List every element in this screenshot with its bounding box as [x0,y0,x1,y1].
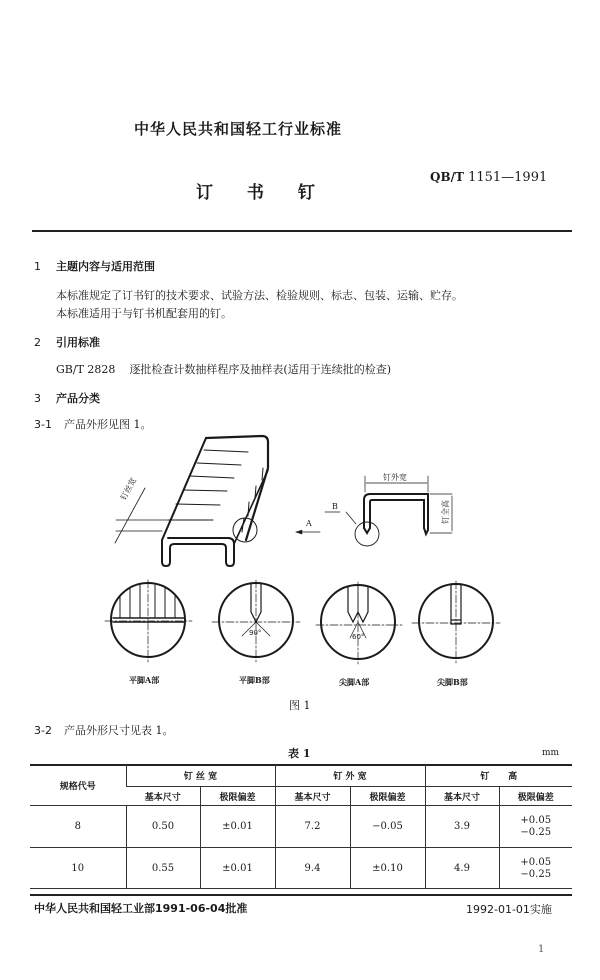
section-3-heading: 3 产品分类 [34,392,100,405]
detail-flat-foot-a [105,580,192,662]
table-title: 表 1 [288,747,311,760]
group-outer-width: 钉 外 宽 [275,765,425,787]
sub-basic-size: 基本尺寸 [275,787,350,806]
caption-pointed-foot-a: 尖脚A部 [339,677,370,687]
cell-height-tol: +0.05 −0.25 [499,806,572,848]
referenced-standard [56,361,391,377]
cell-height-basic: 3.9 [425,806,499,848]
caption-flat-foot-a: 平脚A部 [129,675,160,685]
caption-flat-foot-b: 平脚B部 [239,675,270,685]
dimensions-table [30,765,572,889]
section-1-para-1: 本标准规定了订书钉的技术要求、试验方法、检验规则、标志、包装、运输、贮存。 [56,289,463,302]
label-angle-60: 60° [352,633,365,641]
ref-code: GB/T 2828 [56,363,116,376]
label-outer-width: 钉外宽 [383,473,407,482]
cell-spec: 8 [30,806,126,848]
caption-pointed-foot-b: 尖脚B部 [437,677,468,687]
label-detail-b: B [332,502,338,511]
sub-tolerance: 极限偏差 [200,787,275,806]
cell-outer-tol: ±0.10 [350,848,425,890]
sub-tolerance: 极限偏差 [499,787,572,806]
ref-title: 逐批检查计数抽样程序及抽样表(适用于连续批的检查) [129,363,391,376]
document-title: 订 书 钉 [196,183,329,203]
cell-wire-basic: 0.50 [126,806,200,848]
staple-side-view [296,476,452,546]
sub-basic-size: 基本尺寸 [425,787,499,806]
table-row [30,848,572,890]
label-full-height: 钉全高 [441,500,450,524]
footer-rule [30,894,572,896]
label-view-a: A [306,519,312,528]
cell-outer-tol: −0.05 [350,806,425,848]
header-divider [32,230,572,232]
issuing-authority-title: 中华人民共和国轻工行业标准 [134,120,343,138]
group-wire-width: 钉 丝 宽 [126,765,275,787]
label-wire-width: 钉丝宽 [118,476,139,502]
figure-caption: 图 1 [289,699,311,712]
section-1-heading: 1 主题内容与适用范围 [34,260,155,273]
section-1-para-2: 本标准适用于与钉书机配套用的钉。 [56,307,232,320]
standard-number [430,170,547,185]
cell-spec: 10 [30,848,126,890]
table-bottom-rule [30,888,572,889]
cell-height-basic: 4.9 [425,848,499,890]
section-3-2: 3-2 产品外形尺寸见表 1。 [34,724,174,737]
cell-height-tol: +0.05 −0.25 [499,848,572,890]
section-3-1: 3-1 产品外形见图 1。 [34,418,152,431]
table-row [30,806,572,848]
approval-note: 中华人民共和国轻工业部1991-06-04批准 [34,902,248,915]
label-angle-90: 90° [249,629,262,637]
cell-outer-basic: 9.4 [275,848,350,890]
cell-wire-tol: ±0.01 [200,848,275,890]
cell-wire-tol: ±0.01 [200,806,275,848]
sub-basic-size: 基本尺寸 [144,792,181,803]
cell-wire-basic: 0.55 [126,848,200,890]
standard-prefix: QB/T [430,170,464,184]
detail-pointed-foot-a [316,582,402,664]
standard-code: 1151—1991 [468,170,548,185]
section-2-heading: 2 引用标准 [34,336,100,349]
table-unit: mm [542,748,560,758]
detail-pointed-foot-b [412,581,500,663]
effective-date: 1992-01-01实施 [466,903,552,916]
group-height: 钉 高 [425,765,572,787]
cell-outer-basic: 7.2 [275,806,350,848]
detail-flat-foot-b [212,580,300,662]
page-number: 1 [538,944,545,955]
table-header-row-1 [30,765,572,787]
staple-isometric-view [115,436,268,566]
col-spec-code: 规格代号 [30,765,126,806]
sub-tolerance: 极限偏差 [350,787,425,806]
